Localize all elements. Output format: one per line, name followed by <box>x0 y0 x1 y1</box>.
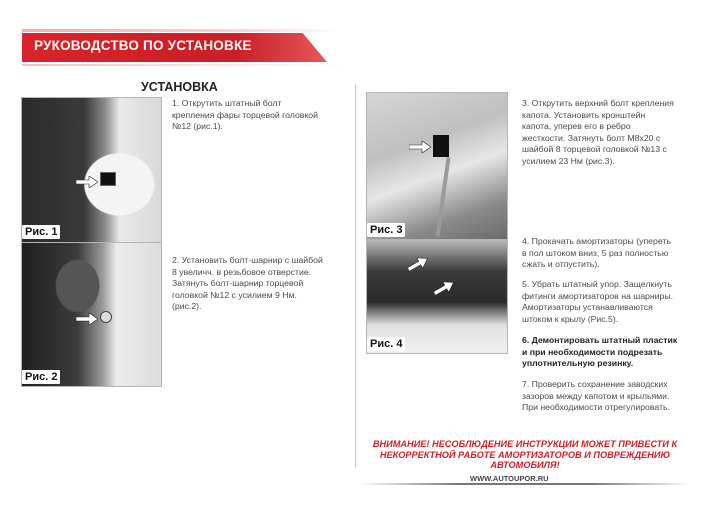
step-5-line: 5. Убрать штатный упор. Защелкнуть <box>522 279 672 289</box>
step-3-line: капота. Установить кронштейн <box>522 109 646 120</box>
step-6-line: 6. Демонтировать штатный пластик <box>522 335 678 345</box>
photo-fig4 <box>366 239 508 354</box>
step-1-line: 1. Открутить штатный болт <box>172 98 282 108</box>
step-3-line: 3. Открутить верхний болт крепления <box>522 98 674 108</box>
step-5-line: фитинги амортизаторов на шарниры. <box>522 290 674 301</box>
arrow-icon <box>76 313 98 325</box>
step-2-line: Затянуть болт-шарнир торцевой <box>172 278 304 289</box>
banner-top-stripe <box>22 29 342 32</box>
arrow-icon <box>405 253 430 274</box>
bracket-marker <box>433 135 449 157</box>
step-2-line: (рис.2). <box>172 301 202 312</box>
step-1-line: крепления фары торцевой головкой <box>172 109 318 120</box>
step-3 <box>522 98 694 168</box>
section-title: УСТАНОВКА <box>141 80 218 94</box>
step-2 <box>172 255 352 313</box>
photo-fig1 <box>21 97 162 243</box>
step-4-line: в пол штоком вниз, 5 раз полностью <box>522 247 669 258</box>
hinge-bolt-marker <box>100 311 112 323</box>
step-7-line: При необходимости отрегулировать. <box>522 402 670 413</box>
photo-fig3 <box>366 92 508 240</box>
figure-label-2: Рис. 2 <box>22 370 60 384</box>
banner-bottom-stripe <box>22 64 352 66</box>
step-7-line: 7. Проверить сохранение заводских <box>522 379 668 389</box>
strut-rod <box>435 157 450 237</box>
arrow-icon <box>76 176 98 188</box>
step-2-line: 2. Установить болт-шарнир с шайбой <box>172 255 323 265</box>
step-2-line: 8 увеличч. в резьбовое отверстие. <box>172 266 312 277</box>
figure-label-4: Рис. 4 <box>367 337 405 351</box>
step-3-line: шайбой 8 торцевой головкой №13 с <box>522 144 667 155</box>
step-5-line: штоком к крылу (Рис.5). <box>522 313 619 324</box>
warning-line: ВНИМАНИЕ! НЕСОБЛЮДЕНИЕ ИНСТРУКЦИИ МОЖЕТ ПРИВЕСТИ К <box>372 439 678 449</box>
step-5 <box>522 279 694 325</box>
column-divider <box>355 84 356 468</box>
bolt-marker <box>100 172 116 186</box>
photo-fig2 <box>21 242 162 387</box>
step-3-line: усилием 23 Нм (рис.3). <box>522 155 615 166</box>
step-3-line: жесткости. Затянуть болт М8х20 с <box>522 132 661 143</box>
website-url: WWW.AUTOUPOR.RU <box>470 474 549 483</box>
figure-label-3: Рис. 3 <box>367 223 405 237</box>
page-title: РУКОВОДСТВО ПО УСТАНОВКЕ <box>34 38 252 53</box>
step-7 <box>522 379 694 414</box>
step-6-line: уплотнительную резинку. <box>522 358 634 369</box>
warning-notice <box>360 439 690 471</box>
figure-label-1: Рис. 1 <box>22 225 60 239</box>
step-3-line: капота, уперев его в ребро <box>522 121 631 132</box>
step-2-line: головкой №12 с усилием 9 Нм. <box>172 289 297 300</box>
step-6 <box>522 335 694 370</box>
step-1-line: №12 (рис.1). <box>172 121 223 132</box>
footer-line <box>360 483 690 485</box>
warning-line: НЕКОРРЕКТНОЙ РАБОТЕ АМОРТИЗАТОРОВ И ПОВРЕЖДЕНИЮ <box>379 449 671 460</box>
arrow-icon <box>431 277 456 298</box>
step-4-line: 4. Прокачать амортизаторы (упереть <box>522 236 671 246</box>
step-6-line: и при необходимости подрезать <box>522 346 663 357</box>
step-1 <box>172 98 352 133</box>
step-4-line: сжать и отпустить). <box>522 259 600 270</box>
step-5-line: Амортизаторы устанавливаются <box>522 302 653 313</box>
step-7-line: зазоров между капотом и крыльями. <box>522 390 670 401</box>
step-4 <box>522 236 694 271</box>
arrow-icon <box>409 141 431 153</box>
warning-line: АВТОМОБИЛЯ! <box>490 460 560 470</box>
